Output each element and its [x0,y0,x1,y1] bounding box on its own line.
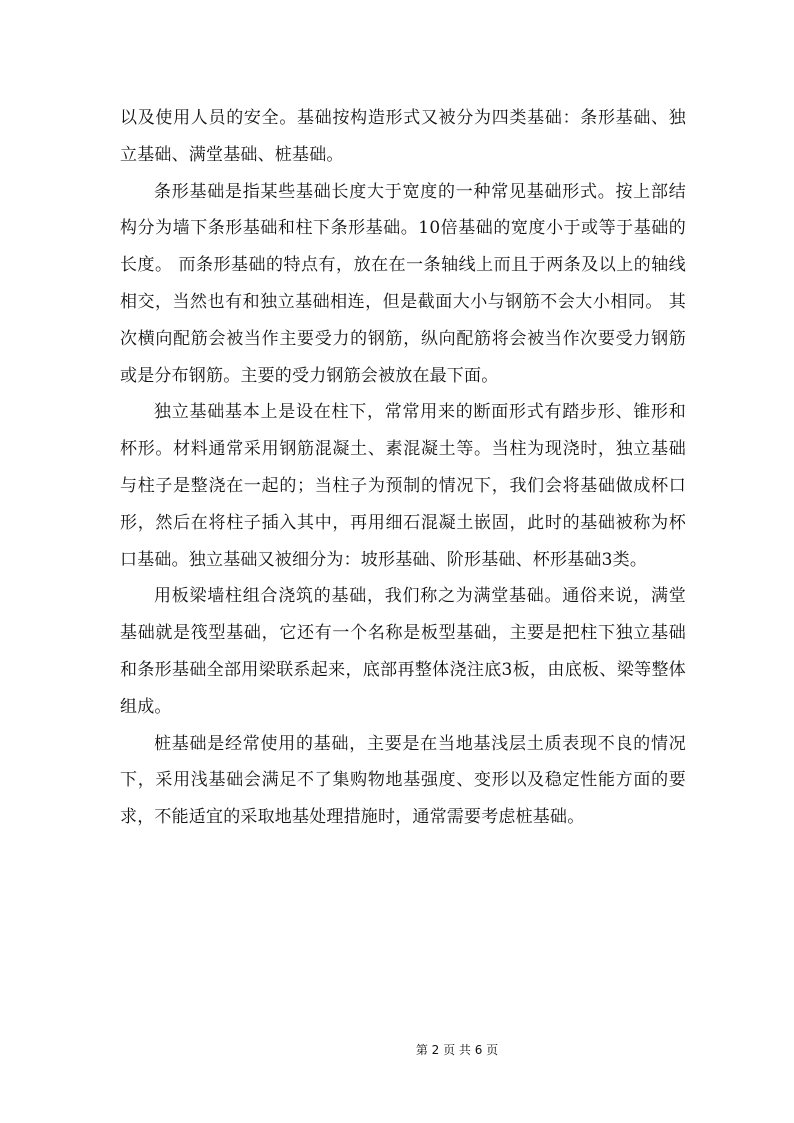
paragraph-continuation: 以及使用人员的安全。基础按构造形式又被分为四类基础：条形基础、独立基础、满堂基础、桩基础。 [120,108,686,165]
paragraph-isolated-foundation: 独立基础基本上是设在柱下，常常用来的断面形式有踏步形、锥形和杯形。材料通常采用钢筋混凝土、素混凝土等。当柱为现浇时，独立基础与柱子是整浇在一起的；当柱子为预制的情况下，我们会将基础做成杯口形，然后在将柱子插入其中，再用细石混凝土嵌固，此时的基础被称为杯口基础。独立基础又被细分为：坡形基础、阶形基础、杯形基础3类。 [120,402,686,570]
paragraph-pile-foundation: 桩基础是经常使用的基础，主要是在当地基浅层土质表现不良的情况下，采用浅基础会满足不了集购物地基强度、变形以及稳定性能方面的要求，不能适宜的采取地基处理措施时，通常需要考虑桩基础。 [120,733,686,828]
page-footer [0,1042,794,1058]
paragraph-strip-foundation: 条形基础是指某些基础长度大于宽度的一种常见基础形式。按上部结构分为墙下条形基础和柱下条形基础。10倍基础的宽度小于或等于基础的长度。 而条形基础的特点有，放在在一条轴线上而且于两条及以上的轴线相交，当然也有和独立基础相连，但是截面大小与钢筋不会大小相同。 其次横向配筋会被当作主要受力的钢筋，纵向配筋将会被当作次要受力钢筋或是分布钢筋。主要的受力钢筋会被放在最下面。 [120,181,686,386]
paragraph-raft-foundation: 用板梁墙柱组合浇筑的基础，我们称之为满堂基础。通俗来说，满堂基础就是筏型基础，它还有一个名称是板型基础，主要是把柱下独立基础和条形基础全部用梁联系起来，底部再整体浇注底3板，由底板、梁等整体组成。 [120,586,686,717]
page-number: 第 2 页 共 6 页 [415,1043,499,1057]
document-body [120,100,686,836]
